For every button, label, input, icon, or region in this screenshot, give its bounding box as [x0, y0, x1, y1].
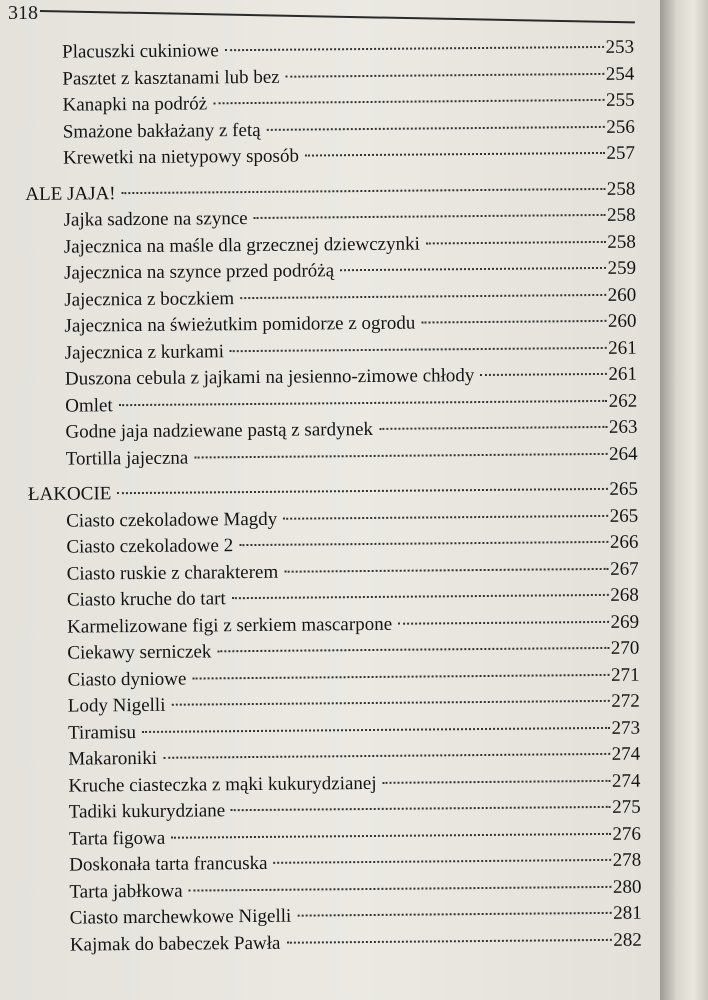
page-ref: 270 [610, 637, 640, 659]
page-ref: 265 [609, 505, 639, 527]
dot-leader [421, 320, 606, 324]
entry-title: Krewetki na nietypowy sposób [62, 145, 300, 169]
toc-entry [30, 927, 642, 959]
page-ref: 268 [610, 584, 639, 606]
page-ref: 255 [605, 89, 635, 111]
dot-leader [163, 753, 610, 759]
entry-title: Jajka sadzone na szynce [63, 208, 248, 231]
toc-section [23, 176, 638, 473]
entry-title: Jajecznica z kurkami [64, 340, 225, 364]
dot-leader [286, 938, 611, 943]
entry-title: Ciasto czekoladowe Magdy [66, 508, 278, 532]
dot-leader [194, 452, 607, 458]
entry-title: Ciekawy serniczek [67, 641, 212, 664]
section-title: ŁAKOCIE [27, 483, 112, 505]
page-ref: 272 [611, 690, 640, 712]
entry-title: Doskonała tarta francuska [69, 852, 268, 876]
dot-leader [340, 267, 605, 271]
dot-leader [283, 514, 607, 519]
page-ref: 258 [607, 231, 636, 253]
entry-title: Pasztet z kasztanami lub bez [62, 66, 280, 90]
section-title: ALE JAJA! [25, 182, 116, 205]
dot-leader [240, 293, 606, 298]
page-ref: 259 [607, 257, 637, 279]
dot-leader [286, 72, 604, 77]
dot-leader [297, 912, 611, 917]
page-ref: 267 [610, 558, 639, 580]
page-ref: 263 [608, 416, 638, 438]
page-ref: 261 [608, 363, 638, 385]
page-ref: 281 [613, 902, 642, 924]
entry-title: Tiramisu [67, 721, 137, 744]
entry-title: Kajmak do babeczek Pawła [69, 932, 281, 956]
toc-entry [26, 441, 638, 473]
dot-leader [232, 594, 609, 599]
dot-leader [383, 779, 610, 783]
entry-title: Kanapki na podróż [62, 93, 208, 116]
toc-section [22, 35, 635, 173]
entry-title: Makaroniki [68, 747, 158, 770]
entry-title: Kruche ciasteczka z mąki kukurydzianej [68, 772, 377, 797]
page-ref: 254 [605, 63, 635, 85]
toc-entry [23, 141, 635, 173]
dot-leader [230, 346, 606, 351]
page-ref: 258 [606, 178, 636, 200]
dot-leader [217, 647, 608, 652]
page-number: 318 [8, 2, 38, 24]
page-ref: 258 [606, 204, 636, 226]
dot-leader [171, 700, 609, 706]
page-ref: 264 [609, 443, 638, 465]
toc-section [26, 477, 642, 959]
dot-leader [267, 125, 605, 130]
entry-title: Tarta jabłkowa [69, 880, 183, 903]
dot-leader [274, 859, 611, 864]
page-ref: 256 [606, 116, 635, 138]
page-ref: 271 [610, 664, 640, 686]
entry-title: Tadiki kukurydziane [68, 800, 226, 823]
page-ref: 261 [608, 337, 637, 359]
header-rule [40, 10, 635, 23]
page-ref: 280 [612, 876, 642, 898]
page-ref: 257 [606, 142, 636, 164]
page-ref: 265 [609, 478, 639, 500]
page-ref: 274 [611, 743, 641, 765]
entry-title: Ciasto czekoladowe 2 [66, 535, 234, 558]
dot-leader [305, 152, 605, 157]
dot-leader [192, 673, 609, 679]
dot-leader [117, 488, 607, 494]
dot-leader [426, 240, 605, 244]
entry-title: Karmelizowane figi z serkiem mascarpone [67, 613, 393, 638]
dot-leader [119, 399, 607, 405]
dot-leader [379, 426, 607, 430]
page-ref: 260 [607, 284, 637, 306]
dot-leader [398, 620, 609, 624]
dot-leader [122, 187, 605, 193]
entry-title: Smażone bakłażany z fetą [62, 119, 261, 143]
dot-leader [225, 46, 604, 51]
page-ref: 253 [605, 36, 635, 58]
page-ref: 278 [612, 849, 642, 871]
table-of-contents [22, 35, 642, 968]
entry-title: Tortilla jajeczna [65, 447, 189, 470]
dot-leader [231, 806, 610, 811]
page-ref: 260 [607, 310, 637, 332]
dot-leader [239, 541, 608, 546]
entry-title: Lody Nigelli [67, 694, 166, 717]
entry-title: Jajecznica na świeżutkim pomidorze z ogrodu [64, 312, 416, 337]
entry-title: Duszona cebula z jajkami na jesienno-zimowe chłody [64, 365, 475, 390]
page-ref: 275 [612, 796, 641, 818]
page-ref: 274 [611, 770, 641, 792]
entry-title: Omlet [65, 394, 113, 417]
entry-title: Jajecznica na maśle dla grzecznej dziewczynki [63, 233, 420, 258]
page-ref: 276 [612, 823, 642, 845]
dot-leader [254, 214, 605, 219]
entry-title: Placuszki cukiniowe [62, 40, 219, 63]
dot-leader [171, 832, 610, 838]
entry-title: Ciasto ruskie z charakterem [66, 561, 279, 585]
page-ref: 282 [613, 929, 642, 951]
entry-title: Godne jaja nadziewane pastą z sardynek [65, 418, 374, 443]
dot-leader [284, 567, 608, 572]
dot-leader [142, 726, 610, 732]
page-ref: 262 [608, 390, 638, 412]
page-ref: 266 [609, 531, 639, 553]
dot-leader [189, 885, 611, 891]
dot-leader [213, 99, 604, 104]
dot-leader [480, 373, 606, 376]
entry-title: Ciasto kruche do tart [66, 588, 226, 611]
entry-title: Ciasto dyniowe [67, 668, 187, 691]
entry-title: Ciasto marchewkowe Nigelli [69, 905, 292, 929]
entry-title: Tarta figowa [68, 827, 166, 850]
page-ref: 269 [610, 611, 640, 633]
page-ref: 273 [611, 717, 641, 739]
book-gutter [660, 0, 708, 1000]
entry-title: Jajecznica z boczkiem [64, 287, 235, 311]
entry-title: Jajecznica na szynce przed podróżą [63, 260, 335, 284]
